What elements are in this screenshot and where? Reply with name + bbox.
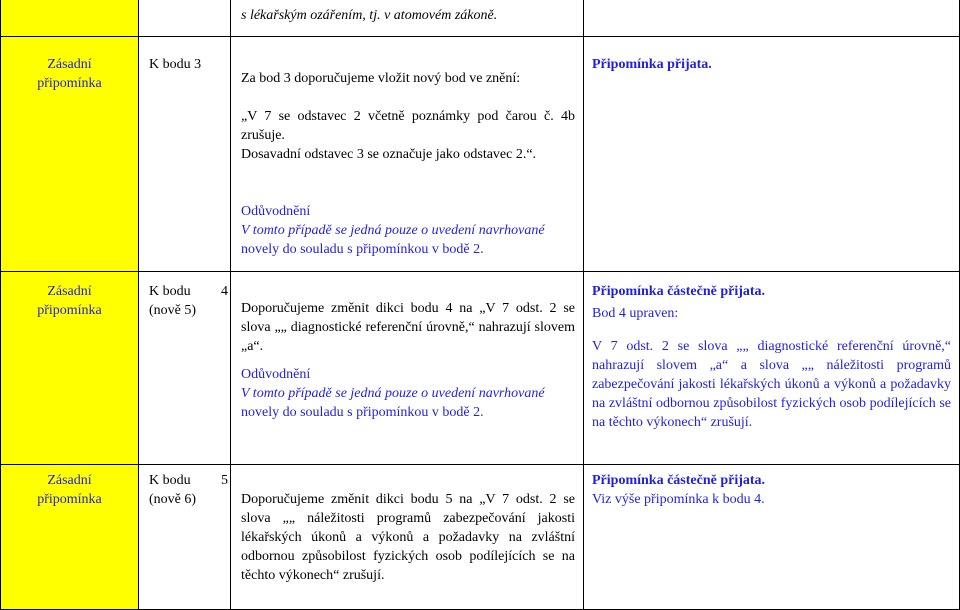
resolution-sub: Bod 4 upraven:	[592, 306, 679, 321]
ref-cell	[139, 0, 231, 37]
table-row	[1, 272, 960, 465]
proposal-text: Doporučujeme změnit dikci bodu 4 na „V 7 odst. 2 se slova „„ diagnostické referenční úrovně,“ nahrazují slovem „a“.	[241, 301, 575, 354]
resolution-text: Viz výše připomínka k bodu 4.	[592, 492, 765, 507]
proposal-quote: „V 7 se odstavec 2 včetně poznámky pod čarou č. 4b zrušuje.	[241, 109, 575, 143]
resolution-heading: Připomínka částečně přijata.	[592, 284, 766, 299]
ref-text: (nově 6)	[149, 492, 197, 507]
ref-number: 5	[221, 473, 228, 488]
resolution-cell	[584, 272, 960, 465]
resolution-text: V 7 odst. 2 se slova „„ diagnostické referenční úrovně,“ nahrazují slovem „a“ a slova „„ náležitosti programů zabezpečování jakosti lékařských úkonů a výkonů a požadavky na zvláštní odbornou způsobilost fyzických osob podílejících se na těchto výkonech“ zrušují.	[592, 339, 951, 430]
justification-text: novely do souladu s připomínkou v bodě 2.	[241, 405, 484, 420]
justification-heading: Odůvodnění	[241, 367, 311, 382]
type-cell	[1, 272, 139, 465]
type-label: připomínka	[37, 492, 102, 507]
justification-text: V tomto případě se jedná pouze o uvedení navrhované	[241, 223, 545, 238]
ref-cell	[139, 272, 231, 465]
content-text: s lékařským ozářením, tj. v atomovém zákoně.	[241, 8, 498, 23]
justification-text: novely do souladu s připomínkou v bodě 2.	[241, 242, 484, 257]
resolution-cell	[584, 0, 960, 37]
justification-text: V tomto případě se jedná pouze o uvedení navrhované	[241, 386, 545, 401]
ref-text: (nově 5)	[149, 303, 197, 318]
type-cell	[1, 0, 139, 37]
table-row	[1, 0, 960, 37]
resolution-heading: Připomínka částečně přijata.	[592, 473, 766, 488]
type-label: připomínka	[37, 303, 102, 318]
table-row	[1, 37, 960, 272]
ref-text: K bodu	[149, 284, 191, 299]
content-cell	[231, 0, 584, 37]
ref-text: K bodu	[149, 473, 191, 488]
content-cell	[231, 37, 584, 272]
content-cell	[231, 465, 584, 610]
type-cell	[1, 465, 139, 610]
type-label: Zásadní	[47, 473, 92, 488]
content-cell	[231, 272, 584, 465]
resolution-cell	[584, 37, 960, 272]
ref-text: K bodu 3	[149, 57, 202, 72]
table-row	[1, 465, 960, 610]
type-cell	[1, 37, 139, 272]
justification-heading: Odůvodnění	[241, 204, 311, 219]
ref-number: 4	[221, 284, 228, 299]
resolution-heading: Připomínka přijata.	[592, 57, 712, 72]
resolution-cell	[584, 465, 960, 610]
proposal-quote: Dosavadní odstavec 3 se označuje jako odstavec 2.“.	[241, 147, 537, 162]
type-label: Zásadní	[47, 57, 92, 72]
proposal-text: Doporučujeme změnit dikci bodu 5 na „V 7 odst. 2 se slova „„ náležitosti programů zabezpečování jakosti lékařských úkonů a výkonů a požadavky na zvláštní odbornou způsobilost fyzických osob podílejících se na těchto výkonech“ zrušují.	[241, 492, 575, 583]
ref-cell	[139, 465, 231, 610]
proposal-intro: Za bod 3 doporučujeme vložit nový bod ve znění:	[241, 71, 521, 86]
ref-cell	[139, 37, 231, 272]
type-label: připomínka	[37, 76, 102, 91]
type-label: Zásadní	[47, 284, 92, 299]
